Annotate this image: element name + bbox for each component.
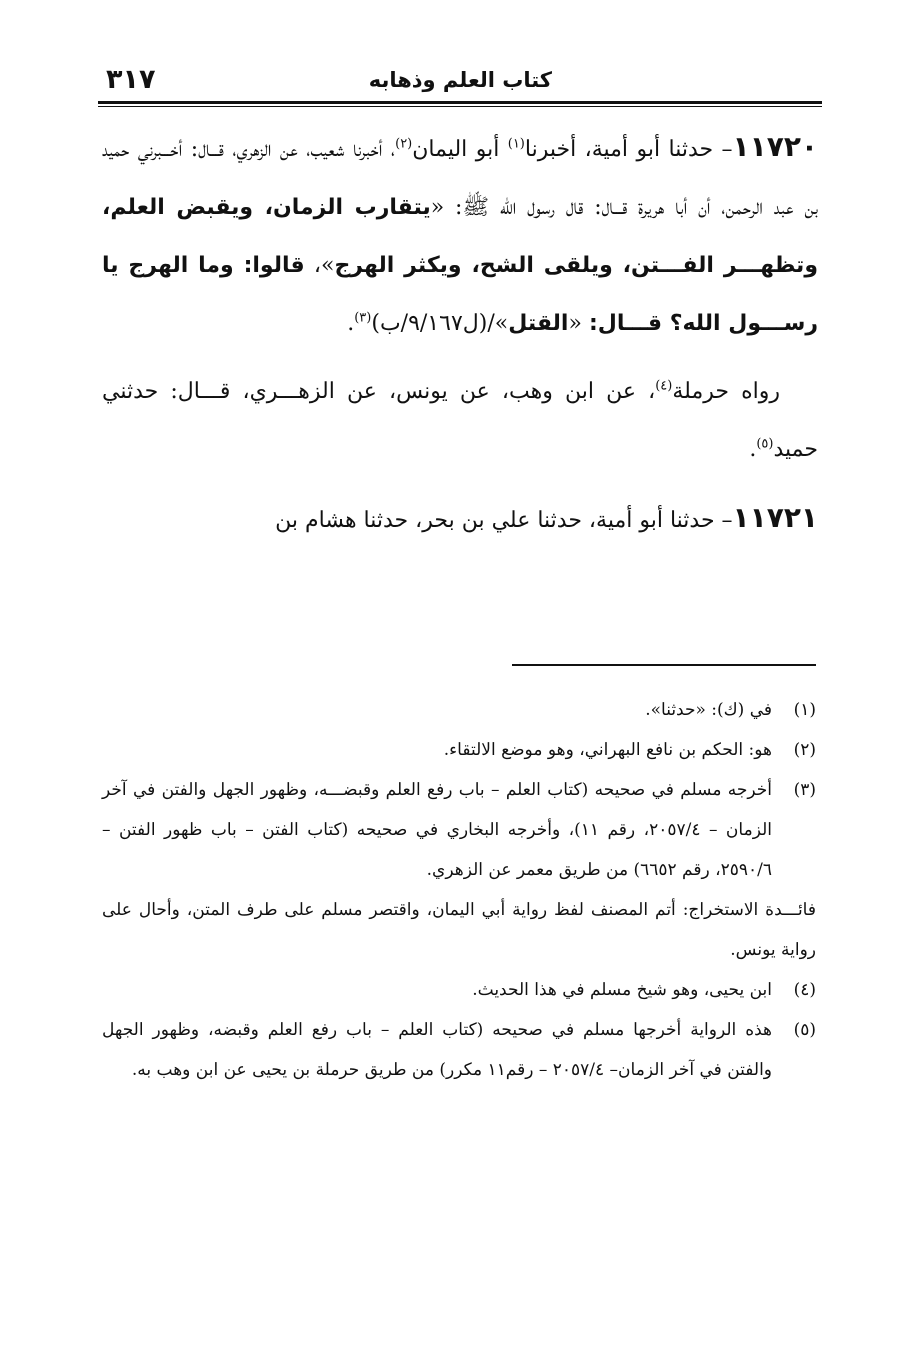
footnote-5 xyxy=(102,1010,816,1090)
text-run: رواه حرملة xyxy=(672,379,780,404)
footnote-ref-1: (١) xyxy=(507,136,525,152)
header-rule-thick xyxy=(98,101,822,104)
hadith-11721 xyxy=(102,489,818,550)
hadith-matn-bold: يتقارب الزمان، ويقبض العلم، وتظهـــر الفـــتن، ويلقى الشح، ويكثر الهرج xyxy=(102,195,818,278)
footnote-text: هذه الرواية أخرجها مسلم في صحيحه (كتاب العلم – باب رفع العلم وقبضه، وظهور الجهل والفتن في آخر الزمان– ٢٠٥٧/٤ – رقم١١ مكرر) من طريق حرملة بن يحيى عن ابن وهب به. xyxy=(102,1020,772,1080)
footnote-ref-5: (٥) xyxy=(756,436,774,452)
text-run: »، xyxy=(304,253,335,278)
answer-bold: القتل xyxy=(508,311,569,336)
footnote-text: هو: الحكم بن نافع البهراني، وهو موضع الالتقاء. xyxy=(443,740,772,760)
footnote-separator xyxy=(512,664,816,666)
running-title: كتاب العلم وذهابه xyxy=(368,68,552,92)
footnote-3 xyxy=(102,770,816,890)
footnote-number: (١) xyxy=(793,700,816,720)
text-run: . xyxy=(749,437,757,462)
text-run: – حدثنا أبو أمية، أخبرنا xyxy=(524,137,733,162)
footnote-ref-4: (٤) xyxy=(655,378,673,394)
footnote-1 xyxy=(102,690,816,730)
text-run: – حدثنا أبو أمية، حدثنا علي بن بحر، حدثنا هشام بن xyxy=(275,508,733,533)
footnote-text: ابن يحيى، وهو شيخ مسلم في هذا الحديث. xyxy=(472,980,772,1000)
footnote-number: (٢) xyxy=(793,740,816,760)
footnote-3-benefit: فائـــدة الاستخراج: أتم المصنف لفظ رواية أبي اليمان، واقتصر مسلم على طرف المتن، وأحال على رواية يونس. xyxy=(102,900,816,960)
footnote-number: (٣) xyxy=(793,780,816,800)
footnote-number: (٥) xyxy=(793,1020,816,1040)
footnote-text: في (ك): «حدثنا». xyxy=(645,700,772,720)
header-rule-thin xyxy=(98,106,822,107)
text-run: »/(ل٩/١٦٧/ب) xyxy=(371,311,509,336)
hadith-11720 xyxy=(102,118,818,353)
question-bold: قالوا: وما الهرج يا رســـول الله؟ قـــال: xyxy=(102,253,818,336)
main-text xyxy=(102,118,818,550)
footnote-ref-3: (٣) xyxy=(354,310,372,326)
footnotes xyxy=(102,690,816,1090)
page-number: ٣١٧ xyxy=(106,64,156,95)
text-run: « xyxy=(568,311,589,336)
text-run: أبو اليمان xyxy=(412,137,508,162)
hadith-number: ١١٧٢١ xyxy=(732,501,818,534)
footnote-number: (٤) xyxy=(793,980,816,1000)
text-run: ، أخبرنا شعيب، عن الزهري، قـــال: أخـــبرني حميد بن عبد الرحمن، أن أبا هريرة قـــال: قال رسول الله ﷺ: « xyxy=(102,137,819,220)
riwaya-paragraph xyxy=(102,363,818,479)
hadith-number: ١١٧٢٠ xyxy=(732,130,818,163)
text-run: . xyxy=(347,311,355,336)
footnote-4 xyxy=(102,970,816,1010)
page-header xyxy=(98,66,822,100)
footnote-2 xyxy=(102,730,816,770)
text-run: ، عن ابن وهب، عن يونس، عن الزهـــري، قـــال: حدثني حميد xyxy=(102,379,818,462)
footnote-ref-2: (٢) xyxy=(395,136,413,152)
footnote-text: أخرجه مسلم في صحيحه (كتاب العلم – باب رفع العلم وقبضـــه، وظهور الجهل والفتن في آخر الزمان – ٢٠٥٧/٤، رقم ١١)، وأخرجه البخاري في صحيحه (كتاب الفتن – باب ظهور الفتن – ٢٥٩٠/٦، رقم ٦٦٥٢) من طريق معمر عن الزهري. xyxy=(102,780,772,880)
